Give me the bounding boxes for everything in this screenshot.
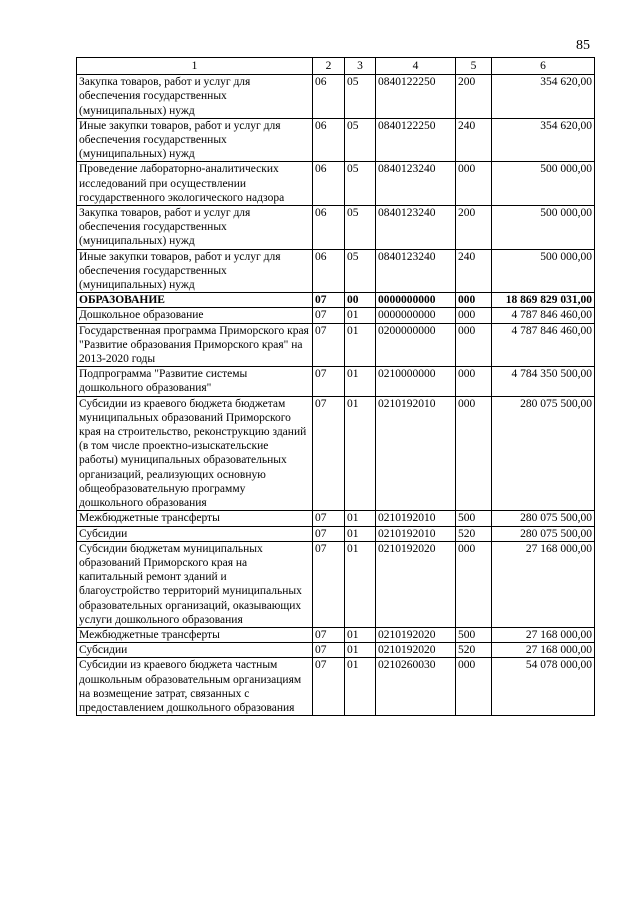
column-header-3: 3 — [345, 58, 376, 75]
row-subsection-cell: 01 — [345, 541, 376, 627]
row-subsection-cell: 01 — [345, 526, 376, 541]
row-subsection-cell: 01 — [345, 643, 376, 658]
row-target-code-cell: 0840123240 — [376, 206, 456, 250]
row-subsection-cell: 00 — [345, 293, 376, 308]
row-name-cell: Иные закупки товаров, работ и услуг для обеспечения государственных (муниципальных) нужд — [77, 118, 313, 162]
column-header-1: 1 — [77, 58, 313, 75]
column-header-6: 6 — [492, 58, 595, 75]
row-expense-type-cell: 200 — [456, 206, 492, 250]
row-amount-cell: 4 784 350 500,00 — [492, 367, 595, 396]
row-name-cell: Государственная программа Приморского края "Развитие образования Приморского края" на 2013-2020 годы — [77, 323, 313, 367]
row-amount-cell: 18 869 829 031,00 — [492, 293, 595, 308]
row-expense-type-cell: 240 — [456, 118, 492, 162]
row-section-cell: 07 — [313, 658, 345, 716]
row-amount-cell: 500 000,00 — [492, 206, 595, 250]
row-subsection-cell: 05 — [345, 162, 376, 206]
row-target-code-cell: 0840122250 — [376, 118, 456, 162]
row-target-code-cell: 0210192010 — [376, 526, 456, 541]
column-header-2: 2 — [313, 58, 345, 75]
row-expense-type-cell: 000 — [456, 541, 492, 627]
row-amount-cell: 27 168 000,00 — [492, 541, 595, 627]
row-name-cell: Межбюджетные трансферты — [77, 627, 313, 642]
row-expense-type-cell: 000 — [456, 293, 492, 308]
page-number: 85 — [576, 38, 590, 53]
row-target-code-cell: 0210192010 — [376, 396, 456, 511]
row-name-cell: Проведение лабораторно-аналитических исследований при осуществлении государственного экологического надзора — [77, 162, 313, 206]
row-expense-type-cell: 000 — [456, 658, 492, 716]
row-target-code-cell: 0000000000 — [376, 293, 456, 308]
row-subsection-cell: 01 — [345, 323, 376, 367]
row-amount-cell: 4 787 846 460,00 — [492, 308, 595, 323]
row-target-code-cell: 0840123240 — [376, 162, 456, 206]
row-section-cell: 06 — [313, 206, 345, 250]
table-row — [77, 293, 595, 308]
row-name-cell: Дошкольное образование — [77, 308, 313, 323]
row-section-cell: 06 — [313, 118, 345, 162]
row-section-cell: 07 — [313, 293, 345, 308]
row-section-cell: 06 — [313, 162, 345, 206]
row-subsection-cell: 01 — [345, 367, 376, 396]
row-name-cell: Подпрограмма "Развитие системы дошкольного образования" — [77, 367, 313, 396]
row-target-code-cell: 0210192020 — [376, 643, 456, 658]
table-body — [77, 75, 595, 716]
row-target-code-cell: 0200000000 — [376, 323, 456, 367]
table-row — [77, 118, 595, 162]
row-amount-cell: 27 168 000,00 — [492, 643, 595, 658]
row-expense-type-cell: 000 — [456, 308, 492, 323]
row-name-cell: Иные закупки товаров, работ и услуг для обеспечения государственных (муниципальных) нужд — [77, 249, 313, 293]
row-target-code-cell: 0840123240 — [376, 249, 456, 293]
row-section-cell: 07 — [313, 308, 345, 323]
row-amount-cell: 280 075 500,00 — [492, 511, 595, 526]
row-name-cell: Закупка товаров, работ и услуг для обеспечения государственных (муниципальных) нужд — [77, 75, 313, 119]
budget-table — [76, 57, 595, 716]
row-expense-type-cell: 500 — [456, 511, 492, 526]
row-section-cell: 06 — [313, 75, 345, 119]
row-name-cell: Субсидии из краевого бюджета частным дошкольным образовательным организациям на возмещение затрат, связанных с предоставлением дошкольного образования — [77, 658, 313, 716]
row-expense-type-cell: 500 — [456, 627, 492, 642]
row-section-cell: 07 — [313, 627, 345, 642]
row-target-code-cell: 0210192020 — [376, 627, 456, 642]
row-expense-type-cell: 000 — [456, 396, 492, 511]
table-row — [77, 526, 595, 541]
table-row — [77, 308, 595, 323]
row-target-code-cell: 0210000000 — [376, 367, 456, 396]
row-target-code-cell: 0000000000 — [376, 308, 456, 323]
row-amount-cell: 500 000,00 — [492, 249, 595, 293]
row-section-cell: 07 — [313, 526, 345, 541]
row-target-code-cell: 0210192010 — [376, 511, 456, 526]
row-expense-type-cell: 520 — [456, 526, 492, 541]
row-subsection-cell: 05 — [345, 206, 376, 250]
row-amount-cell: 54 078 000,00 — [492, 658, 595, 716]
table-row — [77, 367, 595, 396]
row-section-cell: 07 — [313, 541, 345, 627]
row-name-cell: Субсидии — [77, 643, 313, 658]
row-target-code-cell: 0210260030 — [376, 658, 456, 716]
column-header-5: 5 — [456, 58, 492, 75]
row-subsection-cell: 05 — [345, 75, 376, 119]
table-row — [77, 541, 595, 627]
table-row — [77, 75, 595, 119]
row-section-cell: 07 — [313, 323, 345, 367]
row-section-cell: 07 — [313, 511, 345, 526]
row-amount-cell: 280 075 500,00 — [492, 396, 595, 511]
table-row — [77, 323, 595, 367]
row-expense-type-cell: 520 — [456, 643, 492, 658]
row-subsection-cell: 05 — [345, 249, 376, 293]
row-name-cell: Межбюджетные трансферты — [77, 511, 313, 526]
row-subsection-cell: 01 — [345, 308, 376, 323]
table-row — [77, 249, 595, 293]
row-amount-cell: 280 075 500,00 — [492, 526, 595, 541]
row-name-cell: Закупка товаров, работ и услуг для обеспечения государственных (муниципальных) нужд — [77, 206, 313, 250]
row-name-cell: Субсидии бюджетам муниципальных образований Приморского края на капитальный ремонт зданий и благоустройство территорий муниципальных образовательных организаций, оказывающих услуги дошкольного образования — [77, 541, 313, 627]
row-section-cell: 07 — [313, 396, 345, 511]
row-amount-cell: 4 787 846 460,00 — [492, 323, 595, 367]
table-row — [77, 162, 595, 206]
row-amount-cell: 500 000,00 — [492, 162, 595, 206]
row-subsection-cell: 01 — [345, 511, 376, 526]
table-row — [77, 206, 595, 250]
row-name-cell: Субсидии из краевого бюджета бюджетам муниципальных образований Приморского края на строительство, реконструкцию зданий (в том числе проектно-изыскательские работы) муниципальных образовательных организаций, реализующих основную общеобразовательную программу дошкольного образования — [77, 396, 313, 511]
row-subsection-cell: 01 — [345, 658, 376, 716]
row-section-cell: 06 — [313, 249, 345, 293]
row-subsection-cell: 05 — [345, 118, 376, 162]
row-target-code-cell: 0210192020 — [376, 541, 456, 627]
row-expense-type-cell: 000 — [456, 162, 492, 206]
table-row — [77, 643, 595, 658]
table-row — [77, 396, 595, 511]
row-subsection-cell: 01 — [345, 396, 376, 511]
table-row — [77, 627, 595, 642]
row-section-cell: 07 — [313, 367, 345, 396]
row-target-code-cell: 0840122250 — [376, 75, 456, 119]
row-expense-type-cell: 000 — [456, 323, 492, 367]
column-header-4: 4 — [376, 58, 456, 75]
row-amount-cell: 27 168 000,00 — [492, 627, 595, 642]
row-name-cell: Субсидии — [77, 526, 313, 541]
row-amount-cell: 354 620,00 — [492, 118, 595, 162]
row-expense-type-cell: 000 — [456, 367, 492, 396]
row-subsection-cell: 01 — [345, 627, 376, 642]
row-section-cell: 07 — [313, 643, 345, 658]
table-header-row — [77, 58, 595, 75]
row-expense-type-cell: 240 — [456, 249, 492, 293]
table-row — [77, 658, 595, 716]
row-expense-type-cell: 200 — [456, 75, 492, 119]
row-amount-cell: 354 620,00 — [492, 75, 595, 119]
row-name-cell: ОБРАЗОВАНИЕ — [77, 293, 313, 308]
table-row — [77, 511, 595, 526]
